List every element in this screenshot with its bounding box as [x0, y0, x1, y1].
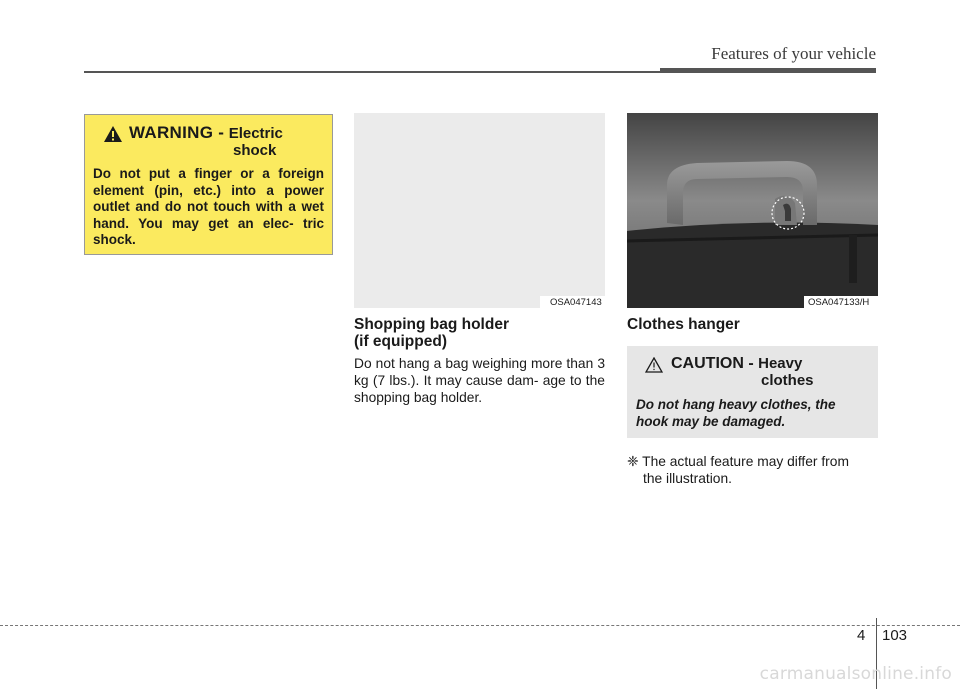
chapter-number: 4 [857, 627, 866, 644]
shopping-bag-heading-line2: (if equipped) [354, 333, 447, 350]
footer-rule [0, 625, 960, 626]
shopping-bag-holder-photo [354, 113, 605, 308]
illustration-note [627, 453, 878, 487]
caution-box [627, 346, 878, 438]
shopping-bag-body: Do not hang a bag weighing more than 3 kg (7 lbs.). It may cause dam- age to the shopping bag holder. [354, 356, 605, 405]
header-rule [84, 71, 664, 73]
caution-subject: Heavy [758, 355, 803, 372]
warning-body: Do not put a finger or a foreign element (pin, etc.) into a power outlet and do not touch with a wet hand. You may get an elec- tric shock. [93, 166, 324, 247]
caution-label: CAUTION - [671, 355, 754, 372]
page-header-title: Features of your vehicle [711, 44, 876, 63]
note-symbol: ❈ [627, 454, 639, 469]
warning-box [84, 114, 333, 255]
page-number: 103 [882, 627, 908, 644]
warning-heading [103, 123, 324, 143]
warning-triangle-icon [103, 125, 123, 143]
caution-subject-line2: clothes [761, 372, 814, 389]
caution-triangle-icon [645, 357, 663, 373]
warning-label: WARNING - [129, 123, 225, 142]
header-rule-accent [660, 68, 876, 73]
clothes-hanger-photo [627, 113, 878, 308]
shopping-bag-heading [354, 316, 605, 350]
caution-body: Do not hang heavy clothes, the hook may be damaged. [636, 397, 836, 429]
clothes-hanger-heading: Clothes hanger [627, 316, 740, 333]
warning-subject-line2: shock [233, 142, 277, 159]
figure-code-right: OSA047133/H [808, 297, 870, 308]
warning-subject: Electric [228, 125, 283, 142]
note-line1: The actual feature may differ from [642, 454, 849, 469]
caution-heading [645, 355, 870, 373]
watermark: carmanualsonline.info [759, 664, 952, 684]
figure-code-left: OSA047143 [550, 297, 602, 308]
clothes-hanger-illustration [627, 113, 878, 308]
shopping-bag-heading-line1: Shopping bag holder [354, 316, 509, 333]
note-line2: the illustration. [643, 471, 732, 486]
